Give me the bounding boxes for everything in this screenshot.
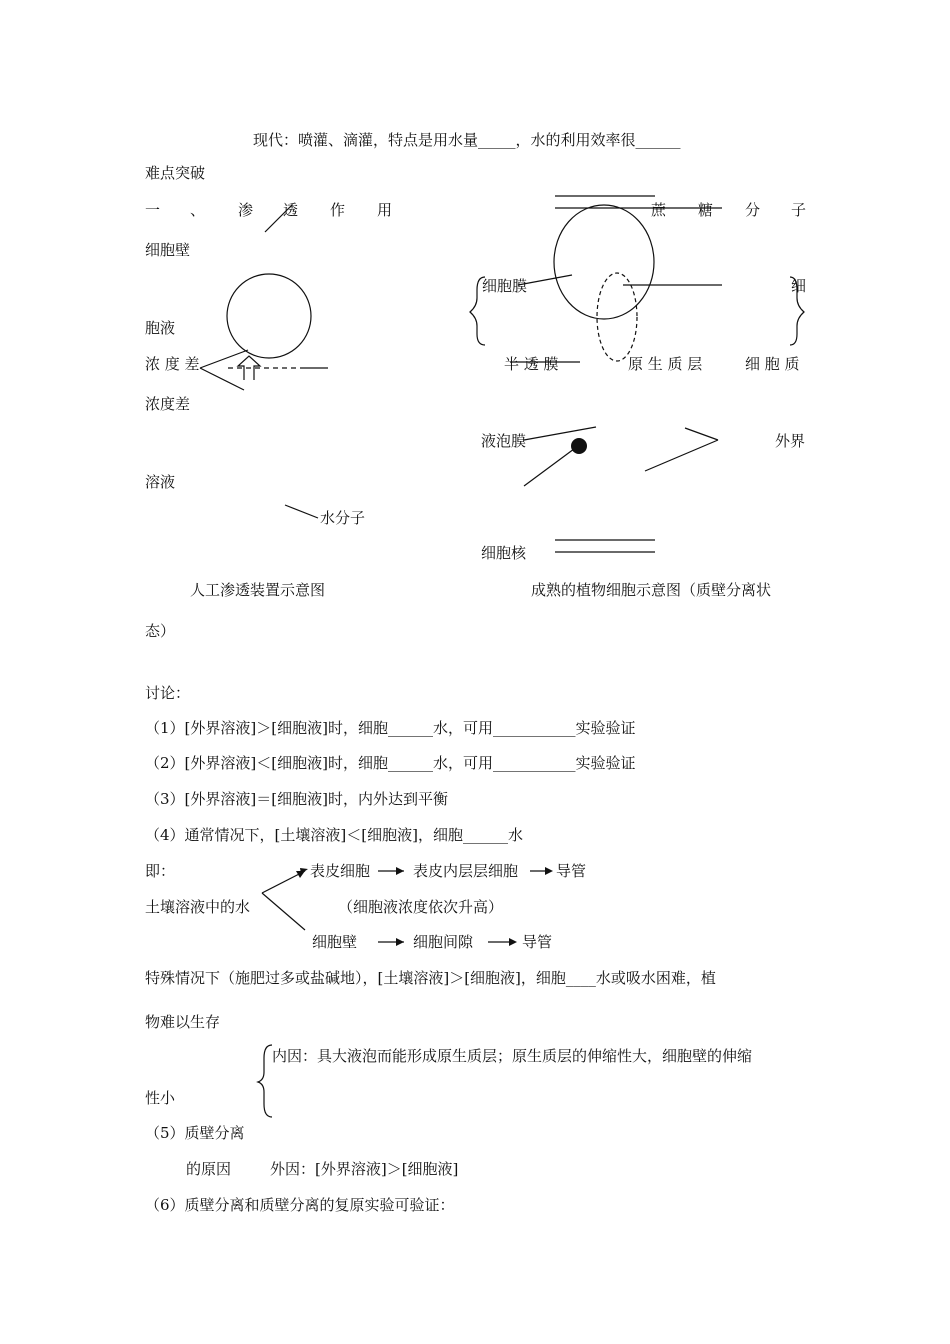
flow-step: 表皮细胞 xyxy=(310,862,371,880)
caption-osmosis: 人工渗透装置示意图 xyxy=(190,581,326,599)
internal-reason: 内因：具大液泡而能形成原生质层；原生质层的伸缩性大，细胞壁的伸缩 xyxy=(272,1047,753,1065)
heading-char: 用 xyxy=(377,201,393,219)
arrowhead xyxy=(509,938,517,946)
label-solution: 溶液 xyxy=(145,473,176,491)
flow-step: 表皮内层层细胞 xyxy=(413,862,519,880)
nucleus-dot xyxy=(571,438,587,454)
heading-char: 一 xyxy=(145,201,161,219)
sucrose-char: 子 xyxy=(791,201,807,219)
label-semi-permeable: 半 透 膜 xyxy=(504,355,559,373)
flow-step: 细胞壁 xyxy=(312,933,358,951)
pointer-line xyxy=(200,368,244,390)
label-protoplast-layer: 原 生 质 层 xyxy=(628,355,703,373)
reason-brace xyxy=(258,1045,272,1117)
arrowhead xyxy=(396,938,404,946)
sucrose-char: 糖 xyxy=(698,201,714,219)
special-line-2: 物难以生存 xyxy=(145,1013,221,1031)
osmosis-bulb xyxy=(227,274,311,358)
discussion-item: （4）通常情况下，[土壤溶液]＜[细胞液]，细胞______水 xyxy=(145,826,523,844)
label-cytoplasm: 细 胞 质 xyxy=(745,355,800,373)
heading-char: 作 xyxy=(330,201,346,219)
sucrose-char: 分 xyxy=(745,201,761,219)
caption-plant-cell-cont: 态） xyxy=(145,622,176,640)
arrowhead xyxy=(300,868,308,874)
special-line: 特殊情况下（施肥过多或盐碱地），[土壤溶液]＞[细胞液]，细胞____水或吸水困难，植 xyxy=(145,969,716,987)
label-conc-diff: 浓 度 差 xyxy=(145,355,200,373)
label-nucleus: 细胞核 xyxy=(481,544,527,562)
pointer-line xyxy=(645,440,718,471)
item-6: （6）质壁分离和质壁分离的复原实验可验证： xyxy=(145,1196,455,1214)
sucrose-char: 蔗 xyxy=(651,201,667,219)
discussion-title: 讨论： xyxy=(145,684,191,702)
pointer-line xyxy=(200,350,248,368)
pointer-line xyxy=(524,427,596,440)
pointer-line xyxy=(524,446,578,486)
label-conc-diff-2: 浓度差 xyxy=(145,395,191,413)
discussion-item: （3）[外界溶液]＝[细胞液]时，内外达到平衡 xyxy=(145,790,448,808)
discussion-item: （2）[外界溶液]＜[细胞液]时，细胞______水，可用___________实验验证 xyxy=(145,754,636,772)
heading-char: 、 xyxy=(190,201,206,219)
cell-outline xyxy=(554,205,654,319)
arrowhead xyxy=(545,867,553,875)
flow-step: 导管 xyxy=(522,933,553,951)
label-vacuole-membrane: 液泡膜 xyxy=(481,432,527,450)
external-reason: 外因：[外界溶液]＞[细胞液] xyxy=(270,1160,459,1178)
flow-source: 土壤溶液中的水 xyxy=(145,898,251,916)
reason-label: 的原因 xyxy=(186,1160,232,1178)
flow-step: 导管 xyxy=(556,862,587,880)
caption-plant-cell: 成熟的植物细胞示意图（质壁分离状 xyxy=(531,581,772,599)
flow-step: 细胞间隙 xyxy=(413,933,474,951)
pointer-line xyxy=(685,428,718,440)
label-cell-sap: 胞液 xyxy=(145,319,176,337)
flow-ji: 即： xyxy=(145,862,176,880)
label-cell-membrane: 细胞膜 xyxy=(482,277,528,295)
label-water-molecule: 水分子 xyxy=(320,509,366,527)
section-title: 难点突破 xyxy=(145,164,206,182)
discussion-item: （1）[外界溶液]＞[细胞液]时，细胞______水，可用___________实验验证 xyxy=(145,719,636,737)
arrowhead xyxy=(396,867,404,875)
heading-char: 透 xyxy=(283,201,299,219)
label-cell-wall: 细胞壁 xyxy=(145,241,191,259)
label-outside: 外界 xyxy=(775,432,806,450)
flow-note: （细胞液浓度依次升高） xyxy=(338,898,504,916)
intro-line: 现代：喷灌、滴灌，特点是用水量_____，水的利用效率很______ xyxy=(253,131,681,149)
label-xi: 细 xyxy=(791,277,807,295)
pointer-line xyxy=(285,505,318,518)
heading-char: 渗 xyxy=(238,201,254,219)
item-5: （5）质壁分离 xyxy=(145,1124,245,1142)
internal-reason-cont: 性小 xyxy=(145,1089,176,1107)
